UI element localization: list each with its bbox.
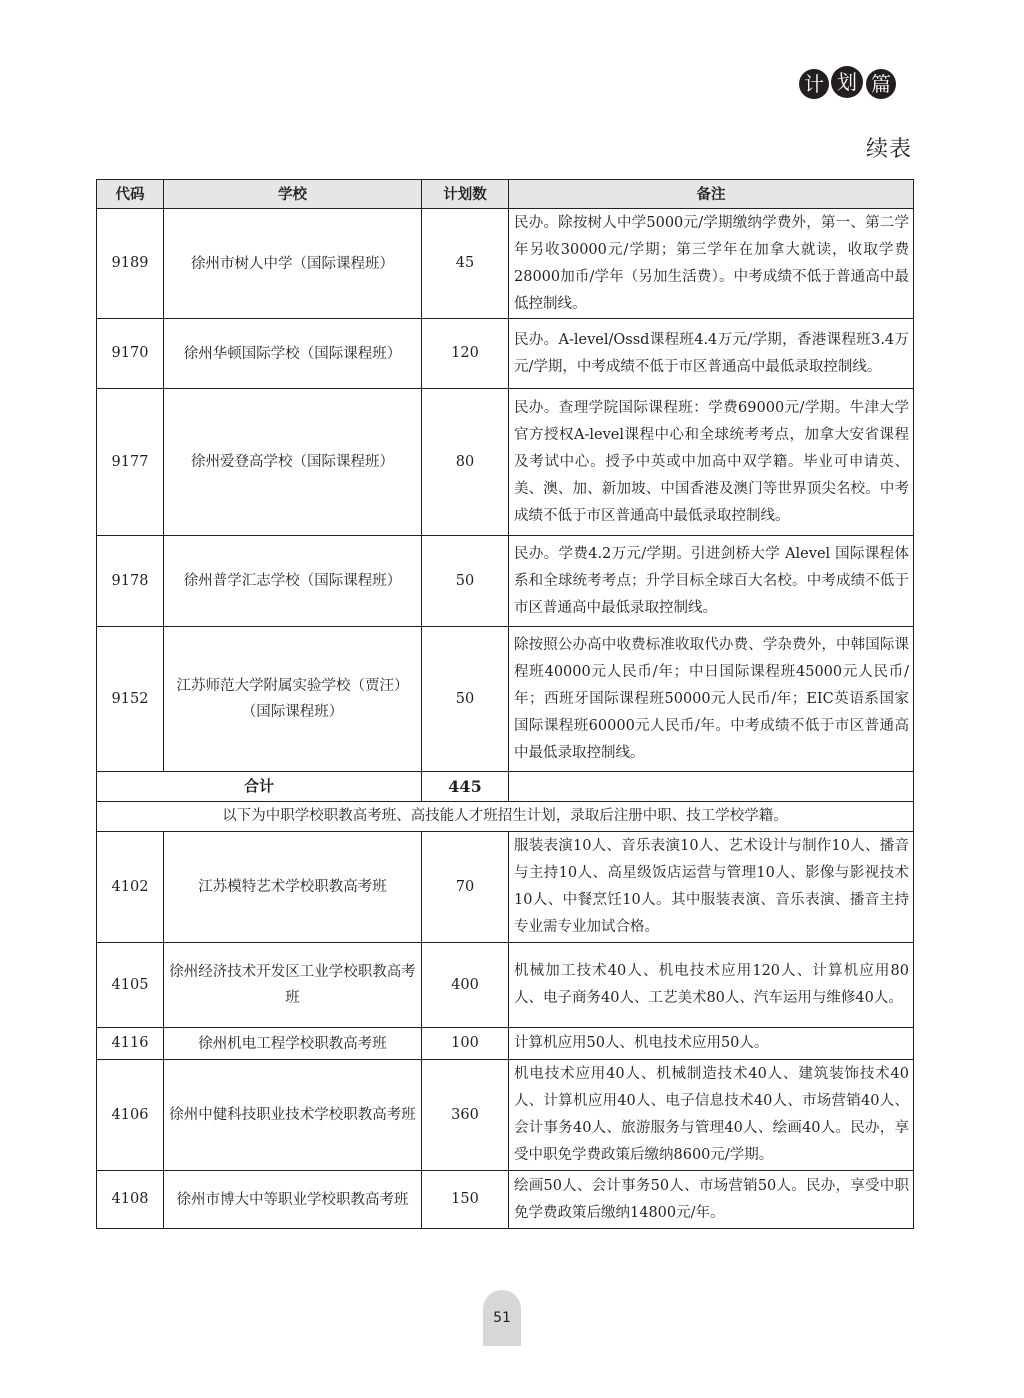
note-cell: 计算机应用50人、机电技术应用50人。 [509,1028,914,1060]
school-cell: 徐州爱登高学校（国际课程班） [164,389,422,536]
table-row [97,627,914,772]
table-row [97,1060,914,1171]
enrollment-plan-table [96,179,914,1229]
table-header-row [97,180,914,209]
table-row [97,389,914,536]
continued-label: 续表 [865,137,912,162]
note-cell: 机电技术应用40人、机械制造技术40人、建筑装饰技术40人、计算机应用40人、电子信息技术40人、市场营销40人、会计事务40人、旅游服务与管理40人、绘画40人。民办，享受中职免学费政策后缴纳8600元/学期。 [509,1060,914,1171]
code-cell: 9177 [97,389,164,536]
code-cell: 9189 [97,209,164,319]
code-cell: 4106 [97,1060,164,1171]
total-value: 445 [422,772,509,802]
plan-cell: 100 [422,1028,509,1060]
plan-cell: 70 [422,832,509,943]
school-cell: 徐州机电工程学校职教高考班 [164,1028,422,1060]
code-cell: 9152 [97,627,164,772]
table-row [97,319,914,389]
table-row [97,1028,914,1060]
total-note-empty [509,772,914,802]
code-cell: 4108 [97,1171,164,1229]
school-cell: 徐州市博大中等职业学校职教高考班 [164,1171,422,1229]
note-cell: 服装表演10人、音乐表演10人、艺术设计与制作10人、播音与主持10人、高星级饭店运营与管理10人、影像与影视技术10人、中餐烹饪10人。其中服装表演、音乐表演、播音主持专业需专业加试合格。 [509,832,914,943]
logo-char: 计 [804,72,824,96]
school-cell: 江苏师范大学附属实验学校（贾汪）（国际课程班） [164,627,422,772]
plan-cell: 400 [422,943,509,1028]
total-label: 合计 [97,772,422,802]
header-note: 备注 [509,180,914,209]
school-cell: 徐州经济技术开发区工业学校职教高考班 [164,943,422,1028]
page-number: 51 [493,1310,511,1326]
plan-cell: 45 [422,209,509,319]
table-row [97,536,914,627]
note-cell: 民办。学费4.2万元/学期。引进剑桥大学 Alevel 国际课程体系和全球统考考点；升学目标全球百大名校。中考成绩不低于市区普通高中最低录取控制线。 [509,536,914,627]
header-code: 代码 [97,180,164,209]
school-cell: 徐州中健科技职业技术学校职教高考班 [164,1060,422,1171]
note-cell: 民办。A-level/Ossd课程班4.4万元/学期，香港课程班3.4万元/学期，中考成绩不低于市区普通高中最低录取控制线。 [509,319,914,389]
notice-row [97,802,914,832]
note-cell: 除按照公办高中收费标准收取代办费、学杂费外，中韩国际课程班40000元人民币/年；中日国际课程班45000元人民币/年；西班牙国际课程班50000元人民币/年；EIC英语系国家国际课程班60000元人民币/年。中考成绩不低于市区普通高中最低录取控制线。 [509,627,914,772]
table-row [97,832,914,943]
school-cell: 江苏模特艺术学校职教高考班 [164,832,422,943]
code-cell: 4102 [97,832,164,943]
note-cell: 民办。除按树人中学5000元/学期缴纳学费外，第一、第二学年另收30000元/学期；第三学年在加拿大就读，收取学费28000加币/学年（另加生活费）。中考成绩不低于普通高中最低控制线。 [509,209,914,319]
plan-cell: 120 [422,319,509,389]
school-cell: 徐州市树人中学（国际课程班） [164,209,422,319]
logo-char: 篇 [871,72,891,96]
note-cell: 民办。查理学院国际课程班：学费69000元/学期。牛津大学官方授权A-level课程中心和全球统考考点，加拿大安省课程及考试中心。授予中英或中加高中双学籍。毕业可申请英、美、澳、加、新加坡、中国香港及澳门等世界顶尖名校。中考成绩不低于市区普通高中最低录取控制线。 [509,389,914,536]
header-school: 学校 [164,180,422,209]
plan-cell: 360 [422,1060,509,1171]
section-logo [797,64,899,100]
table-row [97,943,914,1028]
total-row [97,772,914,802]
logo-char: 划 [837,70,857,94]
school-cell: 徐州普学汇志学校（国际课程班） [164,536,422,627]
plan-cell: 150 [422,1171,509,1229]
code-cell: 4116 [97,1028,164,1060]
code-cell: 9178 [97,536,164,627]
notice-text: 以下为中职学校职教高考班、高技能人才班招生计划，录取后注册中职、技工学校学籍。 [97,802,914,832]
table-row [97,1171,914,1229]
plan-cell: 80 [422,389,509,536]
header-plan: 计划数 [422,180,509,209]
note-cell: 机械加工技术40人、机电技术应用120人、计算机应用80人、电子商务40人、工艺美术80人、汽车运用与维修40人。 [509,943,914,1028]
school-cell: 徐州华顿国际学校（国际课程班） [164,319,422,389]
code-cell: 9170 [97,319,164,389]
note-cell: 绘画50人、会计事务50人、市场营销50人。民办，享受中职免学费政策后缴纳14800元/年。 [509,1171,914,1229]
plan-cell: 50 [422,627,509,772]
plan-cell: 50 [422,536,509,627]
page-number-tab [483,1290,521,1346]
code-cell: 4105 [97,943,164,1028]
table-row [97,209,914,319]
